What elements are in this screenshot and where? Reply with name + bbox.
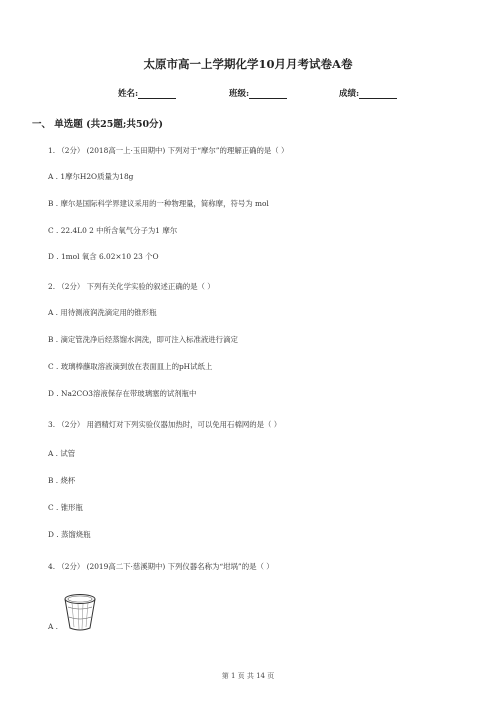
name-field — [118, 87, 176, 99]
question-1-stem: 1. （2分） (2018高一上·玉田期中) 下列对于“摩尔”的理解正确的是（ ） — [48, 146, 289, 155]
question-3-option-b: B . 烧杯 — [48, 476, 76, 485]
page-footer: 第 1 页 共 14 页 — [221, 672, 275, 680]
question-2-option-c: C . 玻璃棒蘸取溶液滴到放在表面皿上的pH试纸上 — [48, 362, 213, 371]
section-heading: 一、 单选题 (共25题;共50分) — [32, 119, 164, 130]
question-2-stem: 2. （2分） 下列有关化学实验的叙述正确的是（ ） — [48, 282, 215, 291]
question-3-option-d: D . 蒸馏烧瓶 — [48, 530, 91, 539]
class-blank — [249, 98, 287, 99]
class-field — [229, 87, 287, 99]
question-2-option-d: D . Na2CO3溶液保存在带玻璃塞的试剂瓶中 — [48, 389, 197, 398]
question-3-option-a: A . 试管 — [48, 449, 76, 458]
question-2-option-b: B . 滴定管洗净后经蒸馏水润洗，即可注入标准液进行滴定 — [48, 335, 238, 344]
crucible-image — [62, 593, 98, 633]
name-label: 姓名: — [118, 89, 139, 99]
name-blank — [138, 98, 176, 99]
question-2-option-a: A . 用待测液润洗滴定用的锥形瓶 — [48, 308, 157, 317]
question-1-option-a: A . 1摩尔H2O质量为18g — [48, 172, 134, 181]
score-blank — [359, 98, 397, 99]
question-4-stem: 4. （2分） (2019高二下·慈溪期中) 下列仪器名称为“坩埚”的是（ ） — [48, 562, 274, 571]
question-3-stem: 3. （2分） 用酒精灯对下列实验仪器加热时，可以免用石棉网的是（ ） — [48, 420, 282, 429]
score-label: 成绩: — [339, 89, 360, 99]
question-1-option-d: D . 1mol 氧含 6.02×10 23 个O — [48, 252, 159, 261]
question-3-option-c: C . 锥形瓶 — [48, 503, 83, 512]
question-4-option-a: A . — [48, 622, 59, 631]
score-field — [339, 87, 397, 99]
class-label: 班级: — [229, 89, 250, 99]
question-1-option-b: B . 摩尔是国际科学界建议采用的一种物理量，简称摩，符号为 mol — [48, 199, 269, 208]
question-1-option-c: C . 22.4L0 2 中所含氧气分子为1 摩尔 — [48, 226, 178, 235]
page-title: 太原市高一上学期化学10月月考试卷A卷 — [143, 57, 353, 71]
